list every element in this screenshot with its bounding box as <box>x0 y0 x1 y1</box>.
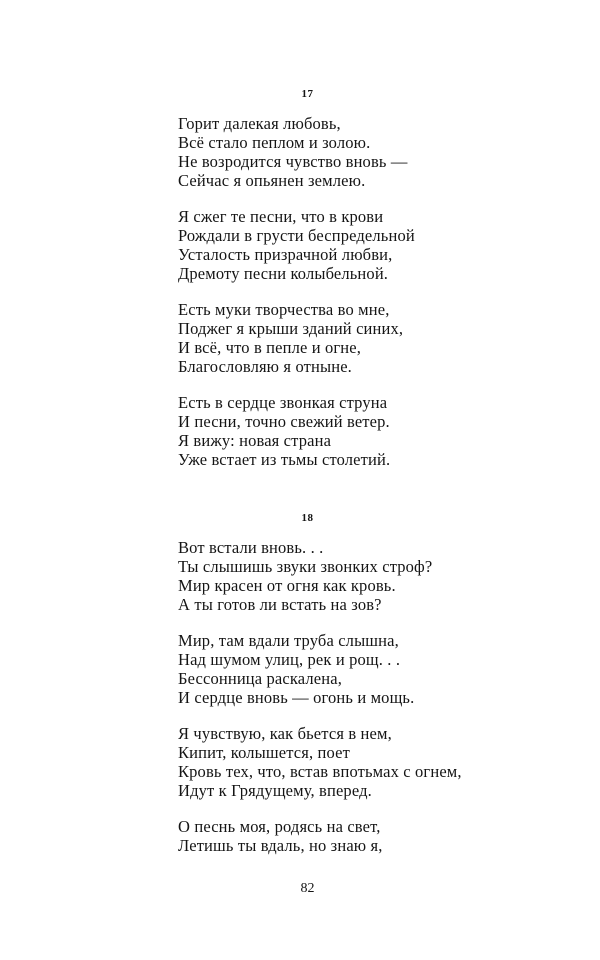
verse-line: И песни, точно свежий ветер. <box>178 412 390 431</box>
verse-line: О песнь моя, родясь на свет, <box>178 817 381 836</box>
verse-line: Поджег я крыши зданий синих, <box>178 319 404 338</box>
verse-line: Кипит, колышется, поет <box>178 743 350 762</box>
verse-line: И всё, что в пепле и огне, <box>178 338 362 357</box>
stanza <box>178 114 588 190</box>
verse-line: А ты готов ли встать на зов? <box>178 595 382 614</box>
verse-line: Над шумом улиц, рек и рощ. . . <box>178 650 401 669</box>
verse-line: Не возродится чувство вновь — <box>178 152 408 171</box>
stanza <box>178 538 588 614</box>
verse-line: Усталость призрачной любви, <box>178 245 393 264</box>
verse-line: Горит далекая любовь, <box>178 114 341 133</box>
verse-line: Кровь тех, что, встав впотьмах с огнем, <box>178 762 462 781</box>
verse-line: Ты слышишь звуки звонких строф? <box>178 557 433 576</box>
verse-line: Рождали в грусти беспредельной <box>178 226 415 245</box>
verse-line: Я вижу: новая страна <box>178 431 332 450</box>
verse-line: Я сжег те песни, что в крови <box>178 207 384 226</box>
verse-line: Уже встает из тьмы столетий. <box>178 450 391 469</box>
verse-line: Дремоту песни колыбельной. <box>178 264 389 283</box>
stanza <box>178 631 588 707</box>
verse-line: Мир, там вдали труба слышна, <box>178 631 399 650</box>
verse-line: Идут к Грядущему, вперед. <box>178 781 372 800</box>
verse-line: Всё стало пеплом и золою. <box>178 133 371 152</box>
verse-line: Бессонница раскалена, <box>178 669 342 688</box>
page-number: 82 <box>300 881 315 896</box>
verse-line: Я чувствую, как бьется в нем, <box>178 724 392 743</box>
verse-line: Благословляю я отныне. <box>178 357 352 376</box>
verse-line: Летишь ты вдаль, но знаю я, <box>178 836 383 855</box>
poem-18 <box>178 538 588 855</box>
verse-line: Мир красен от огня как кровь. <box>178 576 396 595</box>
stanza <box>178 724 588 800</box>
stanza <box>178 817 588 855</box>
poem-17 <box>178 114 588 469</box>
verse-line: Вот встали вновь. . . <box>178 538 324 557</box>
verse-line: И сердце вновь — огонь и мощь. <box>178 688 415 707</box>
stanza <box>178 300 588 376</box>
poem-number: 17 <box>301 88 314 100</box>
poem-number: 18 <box>301 512 314 524</box>
verse-line: Есть в сердце звонкая струна <box>178 393 388 412</box>
verse-line: Есть муки творчества во мне, <box>178 300 390 319</box>
stanza <box>178 393 588 469</box>
verse-line: Сейчас я опьянен землею. <box>178 171 366 190</box>
stanza <box>178 207 588 283</box>
